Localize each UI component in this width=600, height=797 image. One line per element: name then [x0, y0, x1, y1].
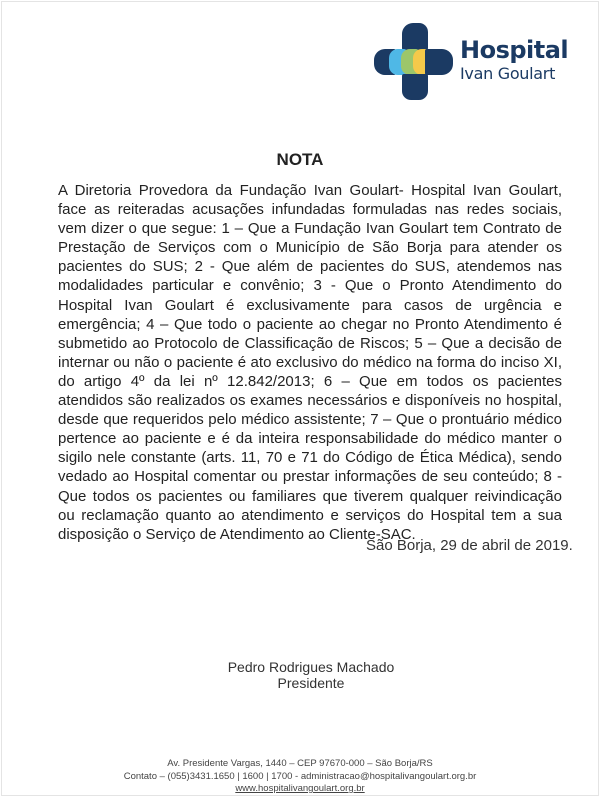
footer — [0, 758, 600, 796]
footer-website-link[interactable]: www.hospitalivangoulart.org.br — [235, 783, 365, 794]
cross-right-bar — [425, 49, 453, 75]
logo-title: Hospital — [460, 36, 569, 64]
signature-block — [0, 659, 600, 691]
footer-address: Av. Presidente Vargas, 1440 – CEP 97670-000 – São Borja/RS — [167, 758, 433, 769]
hospital-logo — [372, 22, 572, 102]
cross-logo-icon — [372, 22, 454, 102]
footer-contact: Contato – (055)3431.1650 | 1600 | 1700 - administracao@hospitalivangoulart.org.br — [123, 770, 477, 782]
logo-text — [460, 36, 568, 84]
logo-subtitle: Ivan Goulart — [460, 64, 556, 83]
signature-name: Pedro Rodrigues Machado — [227, 659, 395, 675]
signature-role: Presidente — [277, 675, 345, 691]
document-body: A Diretoria Provedora da Fundação Ivan Goulart- Hospital Ivan Goulart, face as reiteradas acusações infundadas formuladas nas redes sociais, vem dizer o que segue: 1 – Que a Fundação Ivan Goulart tem Contrato de Prestação de Serviços com o Município de São Borja para atender os pacientes do SUS; 2 - Que além de pacientes do SUS, atendemos nas modalidades particular e convênio; 3 - Que o Pronto Atendimento do Hospital Ivan Goulart é exclusivamente para casos de urgência e emergência; 4 – Que todo o paciente ao chegar no Pronto Atendimento é submetido ao Protocolo de Classificação de Riscos; 5 – Que a decisão de internar ou não o paciente é ato exclusivo do médico na forma do inciso XI, do artigo 4º da lei nº 12.842/2013; 6 – Que em todos os pacientes atendidos são realizados os exames necessários e disponíveis no hospital, desde que requeridos pelo médico assistente; 7 – Que o prontuário médico pertence ao paciente e é da inteira responsabilidade do médico manter o sigilo nele constante (arts. 11, 70 e 71 do Código de Ética Médica), sendo vedado ao Hospital comentar ou prestar informações de seu conteúdo; 8 - Que todos os pacientes ou familiares que tiverem qualquer reivindicação ou reclamação quanto ao atendimento e serviços do Hospital tem a sua disposição o Serviço de Atendimento ao Cliente-SAC. — [58, 182, 562, 543]
document-title: NOTA — [276, 150, 324, 169]
cross-top-bar — [402, 23, 428, 50]
document-date: São Borja, 29 de abril de 2019. — [366, 537, 573, 554]
cross-bottom-bar — [402, 74, 428, 100]
